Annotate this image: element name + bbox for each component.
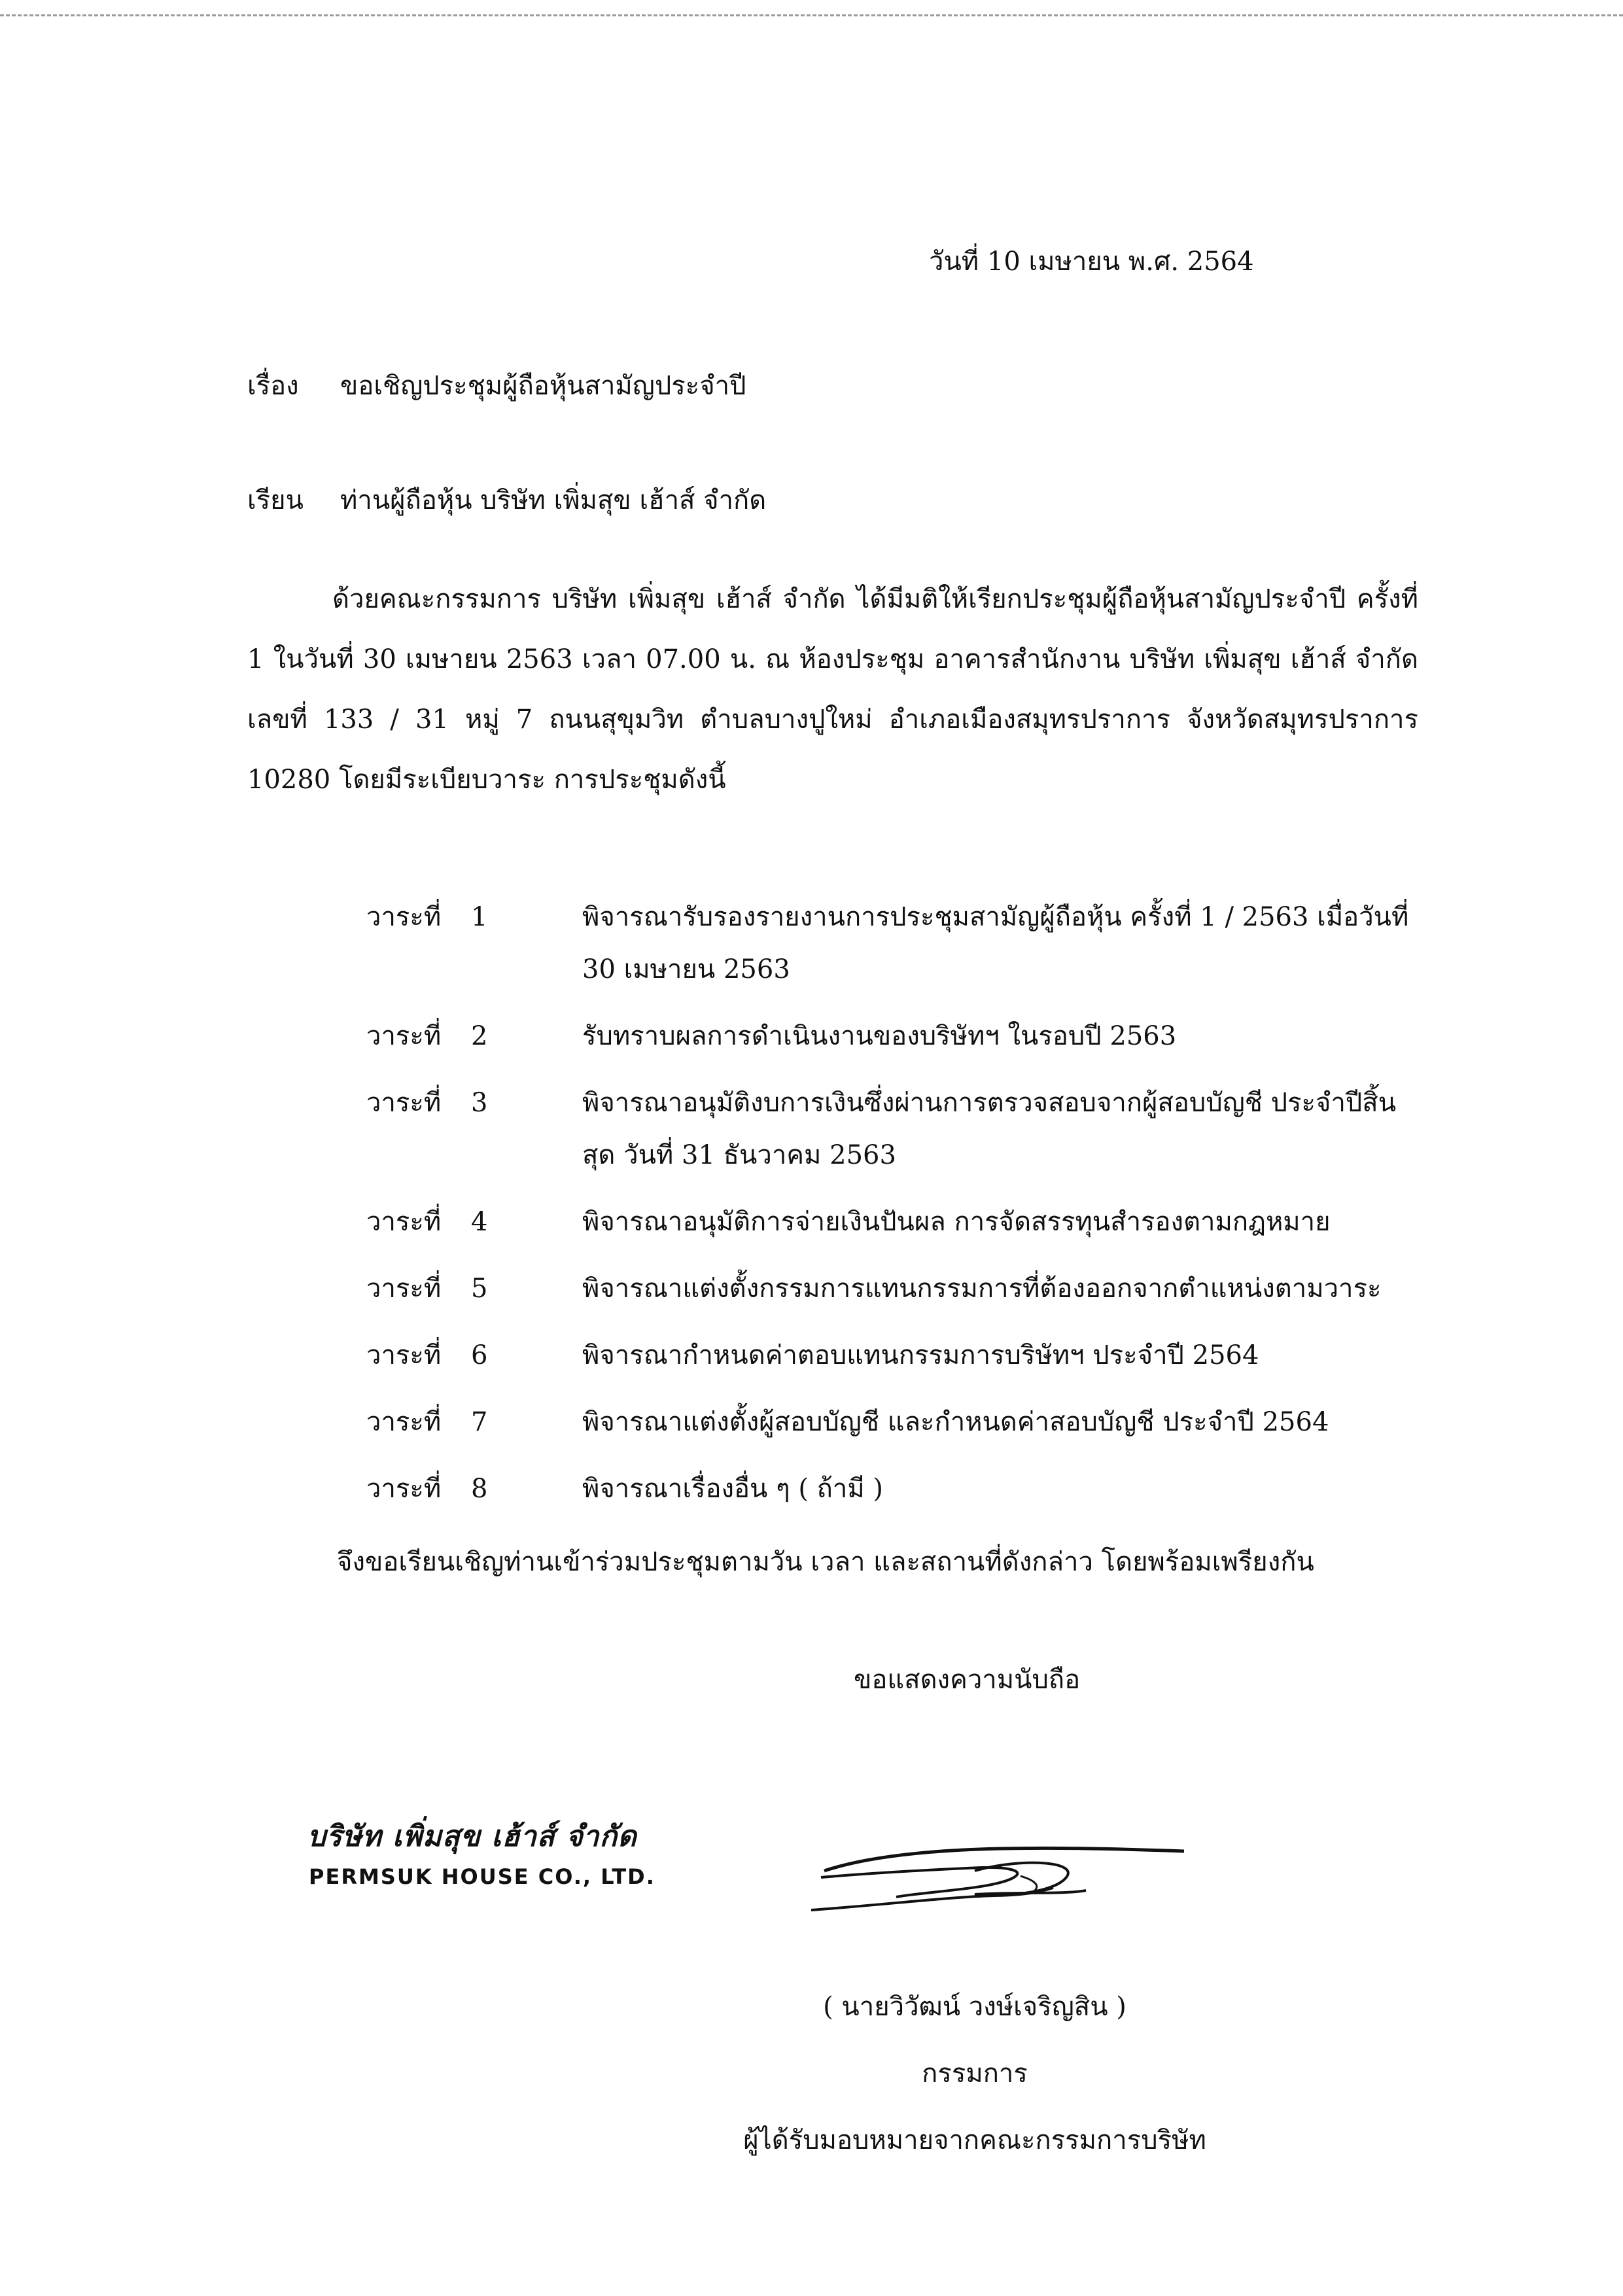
- company-stamp-thai: บริษัท เพิ่มสุข เฮ้าส์ จำกัด: [307, 1820, 637, 1853]
- agenda-word: วาระที่: [366, 1340, 442, 1370]
- subject-text: ขอเชิญประชุมผู้ถือหุ้นสามัญประจำปี: [340, 371, 746, 401]
- recipient-text: ท่านผู้ถือหุ้น บริษัท เพิ่มสุข เฮ้าส์ จำกัด: [340, 485, 767, 515]
- agenda-word: วาระที่: [366, 1088, 442, 1118]
- agenda-item-5: [366, 1262, 1420, 1315]
- agenda-word: วาระที่: [366, 1274, 442, 1304]
- agenda-number: 2: [471, 1021, 488, 1051]
- company-stamp-english: PERMSUK HOUSE CO., LTD.: [309, 1864, 655, 1889]
- agenda-text: พิจารณาอนุมัติการจ่ายเงินปันผล การจัดสรรทุนสำรองตามกฎหมาย: [582, 1207, 1331, 1237]
- handwritten-signature: [805, 1832, 1210, 1930]
- agenda-item-7: [366, 1396, 1420, 1448]
- agenda-word: วาระที่: [366, 902, 442, 932]
- agenda-word: วาระที่: [366, 1207, 442, 1237]
- agenda-number: 6: [471, 1340, 488, 1370]
- date-line: วันที่ 10 เมษายน พ.ศ. 2564: [929, 247, 1254, 277]
- agenda-item-2: [366, 1010, 1420, 1062]
- agenda-list: [366, 891, 1420, 1529]
- agenda-word: วาระที่: [366, 1407, 442, 1437]
- agenda-number: 7: [471, 1407, 488, 1437]
- agenda-number: 5: [471, 1274, 488, 1304]
- recipient-label: เรียน: [247, 485, 304, 515]
- signer-name: ( นายวิวัฒน์ วงษ์เจริญสิน ): [823, 1992, 1126, 2022]
- agenda-number: 4: [471, 1207, 488, 1237]
- agenda-text: พิจารณากำหนดค่าตอบแทนกรรมการบริษัทฯ ประจำปี 2564: [582, 1340, 1259, 1370]
- agenda-text: พิจารณาแต่งตั้งกรรมการแทนกรรมการที่ต้องออกจากตำแหน่งตามวาระ: [582, 1274, 1382, 1304]
- agenda-item-6: [366, 1329, 1420, 1382]
- agenda-number: 1: [471, 902, 488, 932]
- signer-authority: ผู้ได้รับมอบหมายจากคณะกรรมการบริษัท: [743, 2125, 1206, 2155]
- agenda-word: วาระที่: [366, 1021, 442, 1051]
- agenda-item-8: [366, 1463, 1420, 1515]
- signer-position: กรรมการ: [922, 2059, 1028, 2089]
- agenda-number: 3: [471, 1088, 488, 1118]
- agenda-text: พิจารณาเรื่องอื่น ๆ ( ถ้ามี ): [582, 1474, 883, 1504]
- intro-paragraph: ด้วยคณะกรรมการ บริษัท เพิ่มสุข เฮ้าส์ จำกัด ได้มีมติให้เรียกประชุมผู้ถือหุ้นสามัญประจำปี ครั้งที่ 1 ในวันที่ 30 เมษายน 2563 เวลา 07.00 น. ณ ห้องประชุม อาคารสำนักงาน บริษัท เพิ่มสุข เฮ้าส์ จำกัด เลขที่ 133 / 31 หมู่ 7 ถนนสุขุมวิท ตำบลบางปูใหม่ อำเภอเมืองสมุทรปราการ จังหวัดสมุทรปราการ 10280 โดยมีระเบียบวาระ การประชุมดังนี้: [247, 584, 1418, 795]
- agenda-text: รับทราบผลการดำเนินงานของบริษัทฯ ในรอบปี 2563: [582, 1021, 1177, 1051]
- subject-label: เรื่อง: [247, 371, 299, 401]
- agenda-item-3: [366, 1077, 1420, 1181]
- agenda-word: วาระที่: [366, 1474, 442, 1504]
- agenda-text: พิจารณาแต่งตั้งผู้สอบบัญชี และกำหนดค่าสอบบัญชี ประจำปี 2564: [582, 1407, 1329, 1437]
- agenda-number: 8: [471, 1474, 488, 1504]
- agenda-item-4: [366, 1196, 1420, 1248]
- agenda-item-1: [366, 891, 1420, 996]
- invitation-text: จึงขอเรียนเชิญท่านเข้าร่วมประชุมตามวัน เวลา และสถานที่ดังกล่าว โดยพร้อมเพรียงกัน: [337, 1547, 1314, 1577]
- agenda-text: พิจารณาอนุมัติงบการเงินซึ่งผ่านการตรวจสอบจากผู้สอบบัญชี ประจำปีสิ้นสุด วันที่ 31 ธันวาคม 2563: [582, 1088, 1397, 1170]
- scan-edge-divider: [0, 14, 1623, 16]
- closing-text: ขอแสดงความนับถือ: [854, 1665, 1081, 1695]
- agenda-text: พิจารณารับรองรายงานการประชุมสามัญผู้ถือหุ้น ครั้งที่ 1 / 2563 เมื่อวันที่ 30 เมษายน 2563: [582, 902, 1409, 984]
